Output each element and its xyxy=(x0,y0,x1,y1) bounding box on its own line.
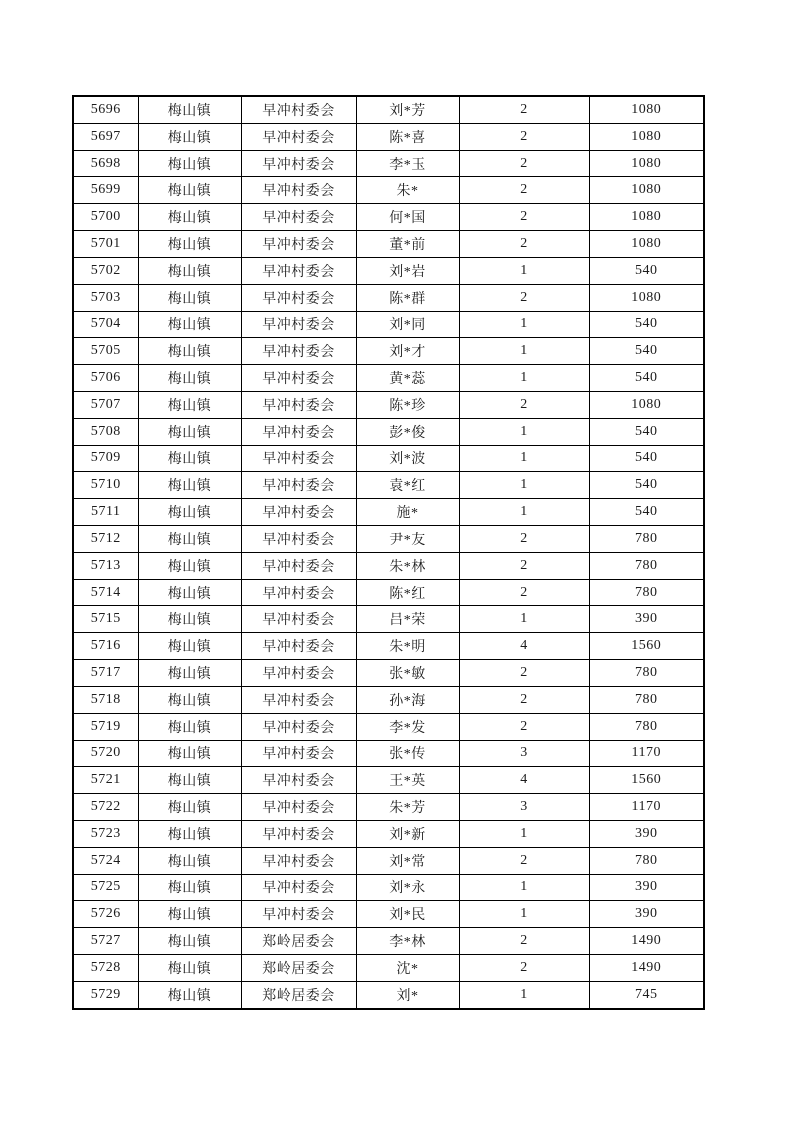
cell-serial-no: 5709 xyxy=(73,445,138,472)
cell-person-count: 1 xyxy=(459,445,589,472)
cell-town: 梅山镇 xyxy=(138,740,241,767)
cell-amount: 780 xyxy=(589,660,704,687)
cell-serial-no: 5701 xyxy=(73,231,138,258)
cell-masked-name: 吕*荣 xyxy=(356,606,459,633)
cell-town: 梅山镇 xyxy=(138,472,241,499)
cell-serial-no: 5720 xyxy=(73,740,138,767)
cell-town: 梅山镇 xyxy=(138,418,241,445)
cell-village-committee: 早冲村委会 xyxy=(241,552,356,579)
cell-person-count: 2 xyxy=(459,284,589,311)
cell-village-committee: 早冲村委会 xyxy=(241,606,356,633)
cell-town: 梅山镇 xyxy=(138,606,241,633)
cell-village-committee: 早冲村委会 xyxy=(241,338,356,365)
cell-serial-no: 5722 xyxy=(73,794,138,821)
table-row xyxy=(73,901,704,928)
cell-village-committee: 早冲村委会 xyxy=(241,445,356,472)
cell-masked-name: 刘*常 xyxy=(356,847,459,874)
cell-serial-no: 5706 xyxy=(73,365,138,392)
cell-amount: 1490 xyxy=(589,955,704,982)
cell-amount: 540 xyxy=(589,365,704,392)
cell-masked-name: 刘*永 xyxy=(356,874,459,901)
cell-serial-no: 5723 xyxy=(73,820,138,847)
cell-person-count: 1 xyxy=(459,606,589,633)
cell-serial-no: 5726 xyxy=(73,901,138,928)
cell-masked-name: 陈*红 xyxy=(356,579,459,606)
subsidy-table xyxy=(72,95,705,1010)
cell-village-committee: 早冲村委会 xyxy=(241,740,356,767)
cell-person-count: 2 xyxy=(459,96,589,123)
cell-serial-no: 5728 xyxy=(73,955,138,982)
cell-town: 梅山镇 xyxy=(138,231,241,258)
cell-village-committee: 早冲村委会 xyxy=(241,284,356,311)
cell-amount: 1170 xyxy=(589,794,704,821)
cell-town: 梅山镇 xyxy=(138,338,241,365)
cell-masked-name: 刘*才 xyxy=(356,338,459,365)
cell-person-count: 1 xyxy=(459,820,589,847)
cell-serial-no: 5717 xyxy=(73,660,138,687)
cell-amount: 1490 xyxy=(589,928,704,955)
table-row xyxy=(73,686,704,713)
cell-masked-name: 李*玉 xyxy=(356,150,459,177)
table-row xyxy=(73,284,704,311)
cell-serial-no: 5715 xyxy=(73,606,138,633)
cell-town: 梅山镇 xyxy=(138,391,241,418)
cell-village-committee: 早冲村委会 xyxy=(241,767,356,794)
table-row xyxy=(73,633,704,660)
cell-serial-no: 5697 xyxy=(73,123,138,150)
cell-amount: 1080 xyxy=(589,391,704,418)
cell-amount: 1170 xyxy=(589,740,704,767)
table-row xyxy=(73,391,704,418)
cell-village-committee: 早冲村委会 xyxy=(241,150,356,177)
cell-serial-no: 5704 xyxy=(73,311,138,338)
cell-village-committee: 早冲村委会 xyxy=(241,177,356,204)
cell-village-committee: 郑岭居委会 xyxy=(241,928,356,955)
cell-masked-name: 施* xyxy=(356,499,459,526)
cell-person-count: 2 xyxy=(459,150,589,177)
cell-masked-name: 刘*民 xyxy=(356,901,459,928)
cell-amount: 1080 xyxy=(589,177,704,204)
table-row xyxy=(73,981,704,1009)
cell-person-count: 2 xyxy=(459,713,589,740)
cell-village-committee: 早冲村委会 xyxy=(241,499,356,526)
table-row xyxy=(73,928,704,955)
cell-amount: 540 xyxy=(589,418,704,445)
cell-person-count: 1 xyxy=(459,365,589,392)
cell-town: 梅山镇 xyxy=(138,579,241,606)
cell-serial-no: 5711 xyxy=(73,499,138,526)
cell-person-count: 2 xyxy=(459,204,589,231)
cell-masked-name: 刘*芳 xyxy=(356,96,459,123)
cell-village-committee: 早冲村委会 xyxy=(241,633,356,660)
cell-amount: 745 xyxy=(589,981,704,1009)
cell-masked-name: 张*传 xyxy=(356,740,459,767)
table-row xyxy=(73,472,704,499)
cell-town: 梅山镇 xyxy=(138,901,241,928)
cell-amount: 780 xyxy=(589,713,704,740)
table-row xyxy=(73,820,704,847)
cell-person-count: 1 xyxy=(459,901,589,928)
cell-town: 梅山镇 xyxy=(138,257,241,284)
cell-person-count: 1 xyxy=(459,418,589,445)
cell-masked-name: 刘*新 xyxy=(356,820,459,847)
cell-village-committee: 早冲村委会 xyxy=(241,418,356,445)
cell-town: 梅山镇 xyxy=(138,204,241,231)
cell-amount: 780 xyxy=(589,579,704,606)
cell-serial-no: 5725 xyxy=(73,874,138,901)
cell-serial-no: 5712 xyxy=(73,526,138,553)
cell-person-count: 2 xyxy=(459,579,589,606)
cell-town: 梅山镇 xyxy=(138,820,241,847)
cell-village-committee: 早冲村委会 xyxy=(241,526,356,553)
cell-person-count: 1 xyxy=(459,981,589,1009)
cell-village-committee: 早冲村委会 xyxy=(241,257,356,284)
cell-masked-name: 孙*海 xyxy=(356,686,459,713)
cell-town: 梅山镇 xyxy=(138,981,241,1009)
cell-masked-name: 陈*喜 xyxy=(356,123,459,150)
cell-village-committee: 早冲村委会 xyxy=(241,311,356,338)
cell-serial-no: 5724 xyxy=(73,847,138,874)
cell-village-committee: 早冲村委会 xyxy=(241,391,356,418)
cell-serial-no: 5729 xyxy=(73,981,138,1009)
table-row xyxy=(73,257,704,284)
cell-town: 梅山镇 xyxy=(138,847,241,874)
table-row xyxy=(73,955,704,982)
cell-village-committee: 早冲村委会 xyxy=(241,874,356,901)
cell-amount: 780 xyxy=(589,686,704,713)
cell-masked-name: 沈* xyxy=(356,955,459,982)
cell-village-committee: 早冲村委会 xyxy=(241,472,356,499)
cell-person-count: 2 xyxy=(459,686,589,713)
cell-masked-name: 张*敏 xyxy=(356,660,459,687)
table-row xyxy=(73,552,704,579)
cell-amount: 1080 xyxy=(589,150,704,177)
cell-town: 梅山镇 xyxy=(138,874,241,901)
cell-masked-name: 陈*群 xyxy=(356,284,459,311)
cell-amount: 540 xyxy=(589,472,704,499)
cell-village-committee: 早冲村委会 xyxy=(241,660,356,687)
cell-serial-no: 5707 xyxy=(73,391,138,418)
cell-masked-name: 刘*岩 xyxy=(356,257,459,284)
cell-serial-no: 5716 xyxy=(73,633,138,660)
table-row xyxy=(73,311,704,338)
cell-amount: 1560 xyxy=(589,633,704,660)
cell-town: 梅山镇 xyxy=(138,150,241,177)
table-row xyxy=(73,794,704,821)
cell-serial-no: 5703 xyxy=(73,284,138,311)
cell-person-count: 2 xyxy=(459,123,589,150)
cell-person-count: 3 xyxy=(459,794,589,821)
table-row xyxy=(73,713,704,740)
cell-amount: 540 xyxy=(589,499,704,526)
cell-town: 梅山镇 xyxy=(138,499,241,526)
cell-person-count: 2 xyxy=(459,955,589,982)
cell-masked-name: 刘* xyxy=(356,981,459,1009)
cell-amount: 390 xyxy=(589,901,704,928)
cell-village-committee: 早冲村委会 xyxy=(241,794,356,821)
cell-town: 梅山镇 xyxy=(138,955,241,982)
cell-village-committee: 早冲村委会 xyxy=(241,231,356,258)
cell-serial-no: 5698 xyxy=(73,150,138,177)
cell-amount: 1080 xyxy=(589,284,704,311)
cell-serial-no: 5699 xyxy=(73,177,138,204)
table-row xyxy=(73,847,704,874)
cell-town: 梅山镇 xyxy=(138,928,241,955)
cell-town: 梅山镇 xyxy=(138,123,241,150)
cell-town: 梅山镇 xyxy=(138,660,241,687)
cell-village-committee: 早冲村委会 xyxy=(241,847,356,874)
table-row xyxy=(73,445,704,472)
cell-serial-no: 5702 xyxy=(73,257,138,284)
cell-person-count: 1 xyxy=(459,874,589,901)
cell-village-committee: 早冲村委会 xyxy=(241,901,356,928)
cell-town: 梅山镇 xyxy=(138,552,241,579)
cell-amount: 540 xyxy=(589,257,704,284)
cell-town: 梅山镇 xyxy=(138,633,241,660)
cell-serial-no: 5710 xyxy=(73,472,138,499)
cell-village-committee: 早冲村委会 xyxy=(241,713,356,740)
cell-amount: 1080 xyxy=(589,96,704,123)
cell-serial-no: 5714 xyxy=(73,579,138,606)
cell-masked-name: 李*发 xyxy=(356,713,459,740)
cell-village-committee: 早冲村委会 xyxy=(241,579,356,606)
cell-masked-name: 彭*俊 xyxy=(356,418,459,445)
cell-person-count: 3 xyxy=(459,740,589,767)
cell-village-committee: 早冲村委会 xyxy=(241,686,356,713)
cell-amount: 540 xyxy=(589,311,704,338)
cell-serial-no: 5719 xyxy=(73,713,138,740)
cell-town: 梅山镇 xyxy=(138,365,241,392)
cell-amount: 390 xyxy=(589,606,704,633)
cell-masked-name: 朱*林 xyxy=(356,552,459,579)
cell-person-count: 1 xyxy=(459,338,589,365)
table-row xyxy=(73,338,704,365)
cell-person-count: 2 xyxy=(459,526,589,553)
cell-amount: 1080 xyxy=(589,204,704,231)
cell-masked-name: 董*前 xyxy=(356,231,459,258)
table-row xyxy=(73,579,704,606)
cell-amount: 780 xyxy=(589,552,704,579)
cell-serial-no: 5718 xyxy=(73,686,138,713)
cell-town: 梅山镇 xyxy=(138,284,241,311)
cell-town: 梅山镇 xyxy=(138,686,241,713)
table-row xyxy=(73,231,704,258)
cell-village-committee: 郑岭居委会 xyxy=(241,955,356,982)
table-row xyxy=(73,123,704,150)
cell-village-committee: 早冲村委会 xyxy=(241,123,356,150)
cell-person-count: 2 xyxy=(459,660,589,687)
cell-person-count: 1 xyxy=(459,257,589,284)
cell-masked-name: 尹*友 xyxy=(356,526,459,553)
cell-serial-no: 5713 xyxy=(73,552,138,579)
table-row xyxy=(73,526,704,553)
table-row xyxy=(73,418,704,445)
cell-town: 梅山镇 xyxy=(138,177,241,204)
table-row xyxy=(73,96,704,123)
cell-masked-name: 刘*波 xyxy=(356,445,459,472)
cell-masked-name: 刘*同 xyxy=(356,311,459,338)
cell-person-count: 2 xyxy=(459,928,589,955)
table-row xyxy=(73,874,704,901)
cell-serial-no: 5727 xyxy=(73,928,138,955)
cell-amount: 390 xyxy=(589,874,704,901)
cell-amount: 1080 xyxy=(589,231,704,258)
cell-town: 梅山镇 xyxy=(138,794,241,821)
cell-serial-no: 5708 xyxy=(73,418,138,445)
table-row xyxy=(73,177,704,204)
cell-person-count: 1 xyxy=(459,472,589,499)
cell-village-committee: 早冲村委会 xyxy=(241,820,356,847)
cell-serial-no: 5721 xyxy=(73,767,138,794)
cell-person-count: 2 xyxy=(459,552,589,579)
table-row xyxy=(73,660,704,687)
table-row xyxy=(73,204,704,231)
table-row xyxy=(73,150,704,177)
table-row xyxy=(73,365,704,392)
cell-masked-name: 何*国 xyxy=(356,204,459,231)
cell-amount: 1080 xyxy=(589,123,704,150)
cell-town: 梅山镇 xyxy=(138,311,241,338)
cell-person-count: 4 xyxy=(459,767,589,794)
cell-amount: 540 xyxy=(589,338,704,365)
cell-village-committee: 早冲村委会 xyxy=(241,204,356,231)
cell-person-count: 4 xyxy=(459,633,589,660)
cell-masked-name: 黄*蕊 xyxy=(356,365,459,392)
cell-masked-name: 朱*芳 xyxy=(356,794,459,821)
cell-town: 梅山镇 xyxy=(138,713,241,740)
cell-masked-name: 王*英 xyxy=(356,767,459,794)
cell-person-count: 2 xyxy=(459,847,589,874)
cell-person-count: 1 xyxy=(459,499,589,526)
cell-village-committee: 早冲村委会 xyxy=(241,96,356,123)
cell-person-count: 2 xyxy=(459,391,589,418)
cell-amount: 540 xyxy=(589,445,704,472)
cell-village-committee: 郑岭居委会 xyxy=(241,981,356,1009)
table-row xyxy=(73,606,704,633)
cell-masked-name: 陈*珍 xyxy=(356,391,459,418)
cell-masked-name: 朱*明 xyxy=(356,633,459,660)
cell-serial-no: 5705 xyxy=(73,338,138,365)
cell-amount: 1560 xyxy=(589,767,704,794)
cell-town: 梅山镇 xyxy=(138,445,241,472)
cell-person-count: 2 xyxy=(459,231,589,258)
cell-masked-name: 朱* xyxy=(356,177,459,204)
table-row xyxy=(73,740,704,767)
cell-masked-name: 袁*红 xyxy=(356,472,459,499)
cell-town: 梅山镇 xyxy=(138,767,241,794)
cell-amount: 390 xyxy=(589,820,704,847)
cell-town: 梅山镇 xyxy=(138,526,241,553)
cell-person-count: 2 xyxy=(459,177,589,204)
table-row xyxy=(73,499,704,526)
cell-masked-name: 李*林 xyxy=(356,928,459,955)
cell-amount: 780 xyxy=(589,526,704,553)
cell-town: 梅山镇 xyxy=(138,96,241,123)
cell-serial-no: 5696 xyxy=(73,96,138,123)
cell-serial-no: 5700 xyxy=(73,204,138,231)
table-row xyxy=(73,767,704,794)
subsidy-table-body xyxy=(73,96,704,1009)
cell-person-count: 1 xyxy=(459,311,589,338)
cell-amount: 780 xyxy=(589,847,704,874)
cell-village-committee: 早冲村委会 xyxy=(241,365,356,392)
